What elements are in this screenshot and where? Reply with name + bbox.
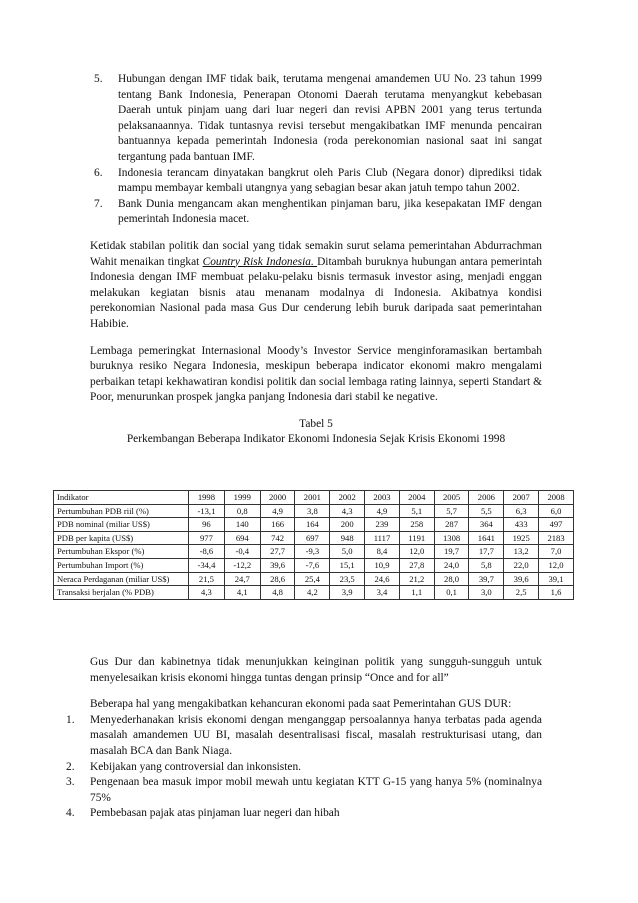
paragraph-country-risk	[90, 239, 542, 333]
list-text: Bank Dunia mengancam akan menghentikan pinjaman baru, jika kesepakatan IMF dengan pemerintah Indonesia macet.	[118, 197, 542, 226]
value-cell: 742	[260, 531, 295, 545]
value-cell: 0,8	[224, 504, 260, 518]
header-cell-year: 2007	[504, 491, 539, 505]
value-cell: 1308	[434, 531, 469, 545]
value-cell: 23,5	[330, 572, 365, 586]
list-item	[62, 806, 542, 822]
value-cell: 0,1	[434, 586, 469, 600]
value-cell: 1641	[469, 531, 504, 545]
value-cell: -7,6	[295, 558, 330, 572]
value-cell: 39,6	[504, 572, 539, 586]
value-cell: 694	[224, 531, 260, 545]
value-cell: 27,7	[260, 545, 295, 559]
table-caption-title: Perkembangan Beberapa Indikator Ekonomi Indonesia Sejak Krisis Ekonomi 1998	[126, 433, 506, 446]
table-row	[54, 518, 574, 532]
numbered-list-a	[90, 72, 542, 228]
value-cell: 166	[260, 518, 295, 532]
row-label-cell: PDB per kapita (US$)	[54, 531, 189, 545]
list-number: 6.	[94, 166, 103, 179]
list-number: 1.	[66, 713, 75, 726]
value-cell: 28,0	[434, 572, 469, 586]
table-caption-label: Tabel 5	[299, 417, 333, 430]
list-item	[62, 713, 542, 760]
value-cell: 1117	[365, 531, 400, 545]
table-row	[54, 558, 574, 572]
list-text: Menyederhanakan krisis ekonomi dengan menganggap persoalannya hanya terbatas pada agenda masalah amandemen UU BI, masalah desentralisasi fiscal, masalah restrukturisasi utang, dan masalah BCA dan Bank Niaga.	[90, 713, 542, 757]
list-text: Hubungan dengan IMF tidak baik, terutama mengenai amandemen UU No. 23 tahun 1999 tentang Bank Indonesia, Penerapan Otonomi Daerah terutama menyangkut kebebasan Daerah untuk pinjam uang dari luar negeri dan revisi APBN 2001 yang terus tertunda pelaksanaannya. Tidak tuntasnya revisi tersebut mengakibatkan IMF menunda pencairan bantuannya kepada pemerintah Indonesia (roda perekonomian nasional saat ini sangat tergantung pada bantuan IMF.	[118, 73, 542, 163]
list-item	[90, 72, 542, 166]
header-cell-year: 2001	[295, 491, 330, 505]
value-cell: 164	[295, 518, 330, 532]
numbered-list-b	[62, 713, 542, 822]
value-cell: 96	[189, 518, 225, 532]
list-item	[62, 775, 542, 806]
value-cell: -0,4	[224, 545, 260, 559]
row-label-cell: Pertumbuhan Ekspor (%)	[54, 545, 189, 559]
header-cell-year: 1999	[224, 491, 260, 505]
value-cell: 4,9	[260, 504, 295, 518]
value-cell: 1,1	[399, 586, 434, 600]
row-label-cell: PDB nominal (miliar US$)	[54, 518, 189, 532]
value-cell: 2183	[539, 531, 574, 545]
value-cell: 5,7	[434, 504, 469, 518]
list-item	[62, 760, 542, 776]
value-cell: 3,9	[330, 586, 365, 600]
value-cell: 4,8	[260, 586, 295, 600]
value-cell: 3,0	[469, 586, 504, 600]
list-text: Pengenaan bea masuk impor mobil mewah untu kegiatan KTT G-15 yang hanya 5% (nominalnya 75%	[90, 776, 542, 804]
header-cell-year: 1998	[189, 491, 225, 505]
list-number: 7.	[94, 197, 103, 210]
list-number: 4.	[66, 807, 75, 820]
value-cell: 948	[330, 531, 365, 545]
value-cell: 1925	[504, 531, 539, 545]
value-cell: 21,5	[189, 572, 225, 586]
value-cell: 39,1	[539, 572, 574, 586]
list-number: 5.	[94, 73, 103, 85]
value-cell: 4,3	[330, 504, 365, 518]
row-label-cell: Pertumbuhan PDB riil (%)	[54, 504, 189, 518]
value-cell: 433	[504, 518, 539, 532]
list-item	[90, 166, 542, 197]
paragraph-causes: Beberapa hal yang mengakibatkan kehancuran ekonomi pada saat Pemerintahan GUS DUR:	[90, 698, 512, 711]
value-cell: 4,3	[189, 586, 225, 600]
value-cell: 22,0	[504, 558, 539, 572]
header-cell-year: 2002	[330, 491, 365, 505]
lower-text-block	[66, 655, 542, 822]
table-header-row	[54, 491, 574, 505]
header-cell-year: 2005	[434, 491, 469, 505]
value-cell: 5,8	[469, 558, 504, 572]
value-cell: 258	[399, 518, 434, 532]
value-cell: 24,6	[365, 572, 400, 586]
value-cell: 39,6	[260, 558, 295, 572]
value-cell: 24,0	[434, 558, 469, 572]
value-cell: 5,0	[330, 545, 365, 559]
value-cell: 697	[295, 531, 330, 545]
paragraph-gus-dur: Gus Dur dan kabinetnya tidak menunjukkan keinginan politik yang sungguh-sungguh untuk menyelesaikan krisis ekonomi hingga tuntas dengan prinsip “Once and for all”	[90, 656, 542, 684]
header-cell-year: 2008	[539, 491, 574, 505]
value-cell: 12,0	[399, 545, 434, 559]
value-cell: -8,6	[189, 545, 225, 559]
value-cell: 7,0	[539, 545, 574, 559]
row-label-cell: Transaksi berjalan (% PDB)	[54, 586, 189, 600]
value-cell: -13,1	[189, 504, 225, 518]
paragraph-moodys: Lembaga pemeringkat Internasional Moody’s Investor Service menginforamasikan bertambah buruknya resiko Negara Indonesia, meskipun beberapa indicator ekonomi makro mengalami perbaikan tetapi kekhawatiran kondisi politik dan social lembaga rating lainnya, seperti Standart & Poor, menurunkan prospek jangka panjang Indonesia dari stabil ke negative.	[90, 344, 542, 404]
value-cell: 364	[469, 518, 504, 532]
value-cell: 21,2	[399, 572, 434, 586]
value-cell: 4,2	[295, 586, 330, 600]
value-cell: 287	[434, 518, 469, 532]
list-text: Indonesia terancam dinyatakan bangkrut oleh Paris Club (Negara donor) diprediksi tidak mampu membayar kembali utangnya yang sebagian besar akan jatuh tempo tahun 2002.	[118, 166, 542, 195]
list-number: 3.	[66, 776, 75, 789]
value-cell: 977	[189, 531, 225, 545]
value-cell: -34,4	[189, 558, 225, 572]
value-cell: 27,8	[399, 558, 434, 572]
value-cell: 239	[365, 518, 400, 532]
paragraph-text: Ditambah buruknya hubungan antara pemerintah Indonesia dengan IMF membuat pelaku-pelaku bisnis termasuk investor asing, menjadi enggan melakukan kegiatan bisnis atau menanam modalnya di Indonesia. Akibatnya kondisi perekonomian Nasional pada masa Gus Dur cenderung lebih buruk daripada saat pemerintahan Habibie.	[90, 255, 543, 330]
header-cell-year: 2004	[399, 491, 434, 505]
value-cell: 24,7	[224, 572, 260, 586]
value-cell: 10,9	[365, 558, 400, 572]
header-cell-year: 2003	[365, 491, 400, 505]
value-cell: 1,6	[539, 586, 574, 600]
value-cell: 19,7	[434, 545, 469, 559]
value-cell: 8,4	[365, 545, 400, 559]
value-cell: 12,0	[539, 558, 574, 572]
paragraph-text: Ketidak stabilan politik dan social yang tidak semakin surut selama pemerintahan Abdurrachman Wahit menaikan tingkat	[90, 239, 542, 268]
value-cell: 5,1	[399, 504, 434, 518]
value-cell: 25,4	[295, 572, 330, 586]
header-cell-indicator: Indikator	[54, 491, 189, 505]
list-item	[90, 197, 542, 228]
value-cell: 2,5	[504, 586, 539, 600]
list-text: Kebijakan yang controversial dan inkonsisten.	[90, 760, 301, 773]
value-cell: 200	[330, 518, 365, 532]
value-cell: 6,3	[504, 504, 539, 518]
value-cell: 17,7	[469, 545, 504, 559]
value-cell: 497	[539, 518, 574, 532]
value-cell: 6,0	[539, 504, 574, 518]
value-cell: 5,5	[469, 504, 504, 518]
list-text: Pembebasan pajak atas pinjaman luar negeri dan hibah	[90, 807, 340, 820]
value-cell: 39,7	[469, 572, 504, 586]
value-cell: 3,4	[365, 586, 400, 600]
value-cell: 1191	[399, 531, 434, 545]
value-cell: 28,6	[260, 572, 295, 586]
table-row	[54, 504, 574, 518]
header-cell-year: 2000	[260, 491, 295, 505]
row-label-cell: Neraca Perdaganan (miliar US$)	[54, 572, 189, 586]
value-cell: 15,1	[330, 558, 365, 572]
value-cell: -9,3	[295, 545, 330, 559]
value-cell: 140	[224, 518, 260, 532]
table-row	[54, 545, 574, 559]
value-cell: 3,8	[295, 504, 330, 518]
table-row	[54, 586, 574, 600]
country-risk-link[interactable]: Country Risk Indonesia.	[202, 255, 318, 268]
value-cell: 13,2	[504, 545, 539, 559]
table-row	[54, 531, 574, 545]
list-number: 2.	[66, 760, 75, 773]
header-cell-year: 2006	[469, 491, 504, 505]
row-label-cell: Pertumbuhan Import (%)	[54, 558, 189, 572]
economic-indicators-table	[53, 490, 574, 600]
table-row	[54, 572, 574, 586]
value-cell: 4,9	[365, 504, 400, 518]
value-cell: -12,2	[224, 558, 260, 572]
upper-text-block	[90, 72, 542, 448]
value-cell: 4,1	[224, 586, 260, 600]
